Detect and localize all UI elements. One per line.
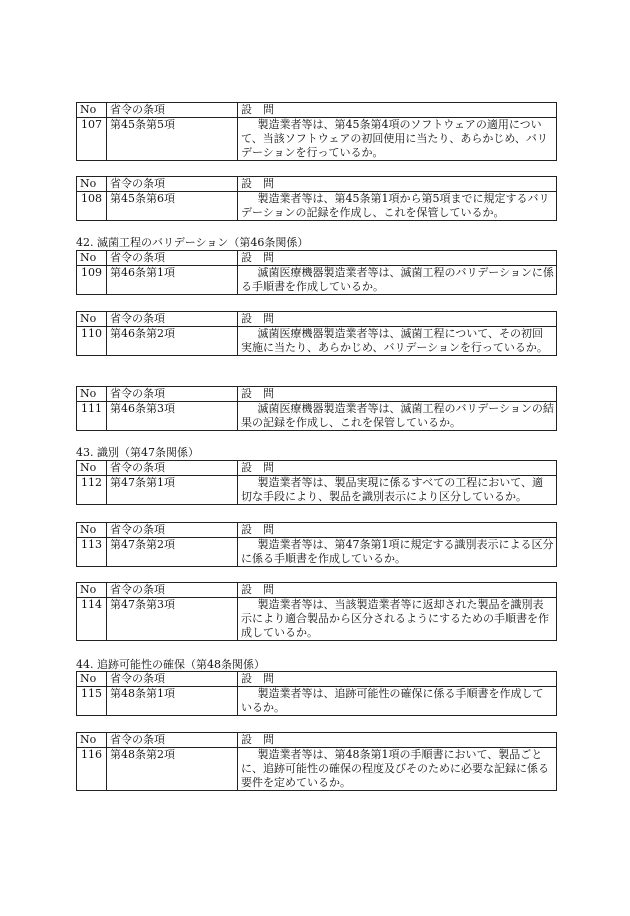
table-row: [77, 327, 557, 356]
question-table: [76, 311, 556, 356]
article-cell: 第47条第3項: [107, 598, 238, 641]
question-header: 設 問: [238, 733, 557, 748]
table-header-row: [77, 251, 557, 266]
question-header: 設 問: [238, 177, 557, 192]
item-number: 109: [77, 266, 107, 295]
item-number: 112: [77, 476, 107, 505]
table-header-row: [77, 672, 557, 687]
question-cell: 滅菌医療機器製造業者等は、滅菌工程のバリデーションに係る手順書を作成しているか。: [238, 266, 557, 295]
question-header: 設 問: [238, 103, 557, 118]
question-table: [76, 671, 556, 716]
article-cell: 第48条第1項: [107, 687, 238, 716]
table-row: [77, 476, 557, 505]
question-header: 設 問: [238, 387, 557, 402]
section-heading: 44. 追跡可能性の確保（第48条関係）: [76, 658, 265, 671]
question-cell: 製造業者等は、第48条第1項の手順書において、製品ごとに、追跡可能性の確保の程度及びそのために必要な記録に係る要件を定めているか。: [238, 748, 557, 791]
question-header: 設 問: [238, 251, 557, 266]
item-number: 107: [77, 118, 107, 161]
no-header: No: [77, 461, 107, 476]
article-header: 省令の条項: [107, 103, 238, 118]
article-cell: 第47条第2項: [107, 538, 238, 567]
question-header: 設 問: [238, 583, 557, 598]
no-header: No: [77, 672, 107, 687]
article-cell: 第46条第3項: [107, 402, 238, 431]
item-number: 115: [77, 687, 107, 716]
table-header-row: [77, 312, 557, 327]
article-header: 省令の条項: [107, 461, 238, 476]
question-cell: 製造業者等は、第45条第1項から第5項までに規定するバリデーションの記録を作成し、これを保管しているか。: [238, 192, 557, 221]
question-cell: 製造業者等は、製品実現に係るすべての工程において、適切な手段により、製品を識別表示により区分しているか。: [238, 476, 557, 505]
item-number: 111: [77, 402, 107, 431]
table-header-row: [77, 387, 557, 402]
question-table: [76, 732, 556, 791]
table-row: [77, 118, 557, 161]
table-row: [77, 192, 557, 221]
question-table: [76, 460, 556, 505]
article-cell: 第46条第2項: [107, 327, 238, 356]
question-header: 設 問: [238, 523, 557, 538]
no-header: No: [77, 103, 107, 118]
question-table: [76, 386, 556, 431]
table-header-row: [77, 177, 557, 192]
question-cell: 滅菌医療機器製造業者等は、滅菌工程について、その初回実施に当たり、あらかじめ、バリデーションを行っているか。: [238, 327, 557, 356]
table-header-row: [77, 461, 557, 476]
no-header: No: [77, 523, 107, 538]
table-header-row: [77, 523, 557, 538]
question-table: [76, 522, 556, 567]
article-header: 省令の条項: [107, 251, 238, 266]
table-row: [77, 266, 557, 295]
no-header: No: [77, 251, 107, 266]
item-number: 114: [77, 598, 107, 641]
article-header: 省令の条項: [107, 312, 238, 327]
question-header: 設 問: [238, 672, 557, 687]
item-number: 110: [77, 327, 107, 356]
no-header: No: [77, 177, 107, 192]
no-header: No: [77, 387, 107, 402]
question-cell: 滅菌医療機器製造業者等は、滅菌工程のバリデーションの結果の記録を作成し、これを保管しているか。: [238, 402, 557, 431]
no-header: No: [77, 583, 107, 598]
question-cell: 製造業者等は、追跡可能性の確保に係る手順書を作成しているか。: [238, 687, 557, 716]
table-header-row: [77, 583, 557, 598]
question-cell: 製造業者等は、第47条第1項に規定する識別表示による区分に係る手順書を作成しているか。: [238, 538, 557, 567]
article-header: 省令の条項: [107, 733, 238, 748]
article-cell: 第45条第5項: [107, 118, 238, 161]
article-header: 省令の条項: [107, 672, 238, 687]
table-header-row: [77, 103, 557, 118]
table-row: [77, 748, 557, 791]
article-header: 省令の条項: [107, 583, 238, 598]
question-table: [76, 102, 556, 161]
article-header: 省令の条項: [107, 387, 238, 402]
article-cell: 第45条第6項: [107, 192, 238, 221]
question-header: 設 問: [238, 461, 557, 476]
question-table: [76, 582, 556, 641]
question-header: 設 問: [238, 312, 557, 327]
question-cell: 製造業者等は、当該製造業者等に返却された製品を識別表示により適合製品から区分されるようにするための手順書を作成しているか。: [238, 598, 557, 641]
article-header: 省令の条項: [107, 177, 238, 192]
section-heading: 42. 滅菌工程のバリデーション（第46条関係）: [76, 236, 309, 249]
question-table: [76, 250, 556, 295]
table-row: [77, 402, 557, 431]
article-header: 省令の条項: [107, 523, 238, 538]
table-row: [77, 538, 557, 567]
section-heading: 43. 識別（第47条関係）: [76, 446, 199, 459]
article-cell: 第48条第2項: [107, 748, 238, 791]
table-header-row: [77, 733, 557, 748]
question-table: [76, 176, 556, 221]
no-header: No: [77, 312, 107, 327]
article-cell: 第46条第1項: [107, 266, 238, 295]
item-number: 108: [77, 192, 107, 221]
question-cell: 製造業者等は、第45条第4項のソフトウェアの適用について、当該ソフトウェアの初回使用に当たり、あらかじめ、バリデーションを行っているか。: [238, 118, 557, 161]
item-number: 116: [77, 748, 107, 791]
item-number: 113: [77, 538, 107, 567]
table-row: [77, 598, 557, 641]
article-cell: 第47条第1項: [107, 476, 238, 505]
no-header: No: [77, 733, 107, 748]
table-row: [77, 687, 557, 716]
